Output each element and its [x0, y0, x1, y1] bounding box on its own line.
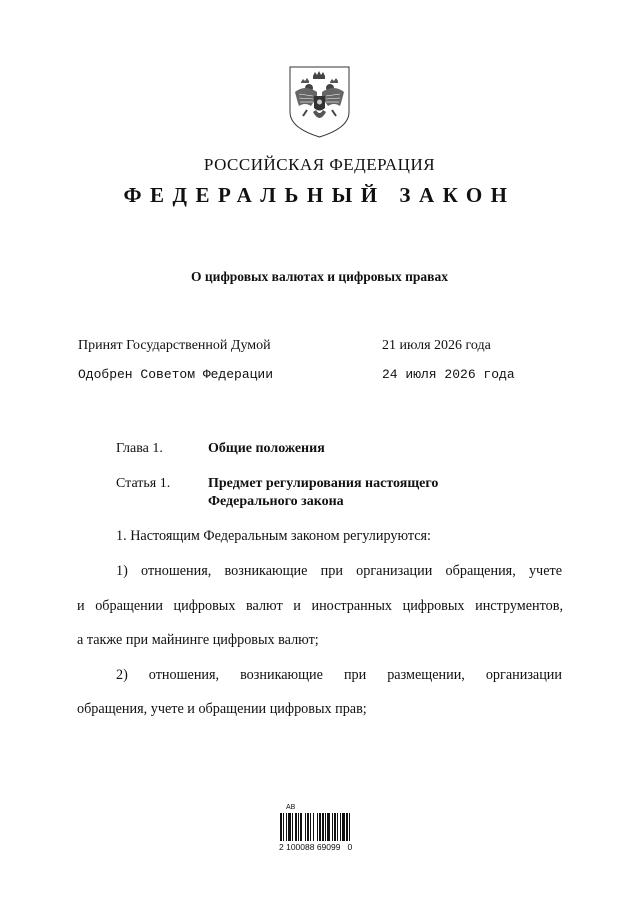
adoption-duma-date: 21 июля 2026 года [382, 338, 491, 353]
intro-paragraph: 1. Настоящим Федеральным законом регулируются: [116, 528, 431, 544]
article-title-line1: Предмет регулирования настоящего [208, 476, 439, 491]
country-heading: РОССИЙСКАЯ ФЕДЕРАЦИЯ [203, 155, 436, 174]
coat-of-arms-icon [289, 66, 350, 138]
adoption-duma-label: Принят Государственной Думой [78, 338, 271, 353]
item1-line1: 1) отношения, возникающие при организации обращения, учете [116, 563, 562, 579]
article-title-line2: Федерального закона [208, 494, 344, 509]
article-label: Статья 1. [116, 476, 171, 491]
document-type-heading: ФЕДЕРАЛЬНЫЙ ЗАКОН [123, 183, 516, 207]
item1-line2: и обращении цифровых валют и иностранных цифровых инструментов, [77, 598, 563, 614]
barcode-mark: АВ [286, 804, 296, 811]
law-subject-title: О цифровых валютах и цифровых правах [191, 269, 448, 284]
chapter-title: Общие положения [208, 441, 325, 456]
chapter-label: Глава 1. [116, 441, 163, 456]
item2-line2: обращения, учете и обращении цифровых прав; [77, 701, 367, 717]
adoption-council-date: 24 июля 2026 года [382, 367, 515, 382]
item1-line3: а также при майнинге цифровых валют; [77, 632, 319, 648]
barcode-number: 2 100088 69099 0 [279, 842, 353, 852]
barcode-icon [280, 813, 360, 841]
item2-line1: 2) отношения, возникающие при размещении, организации [116, 667, 562, 683]
adoption-council-label: Одобрен Советом Федерации [78, 367, 274, 382]
